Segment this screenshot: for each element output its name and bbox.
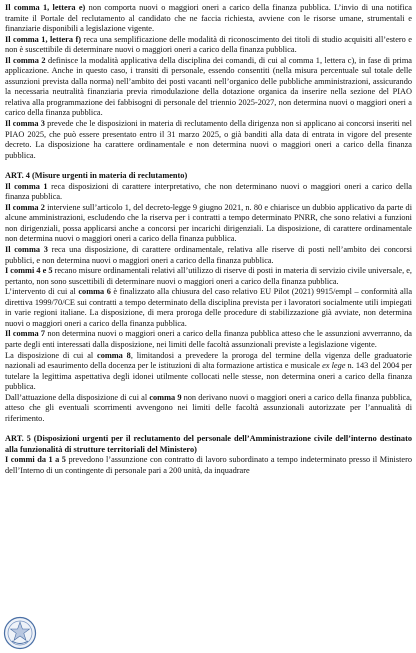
paragraph <box>5 56 412 119</box>
paragraph <box>5 329 412 350</box>
section-art3-comments <box>5 3 412 161</box>
article-4-heading: ART. 4 (Misure urgenti in materia di reclutamento) <box>5 171 188 181</box>
paragraph <box>5 393 412 425</box>
paragraph <box>5 287 412 329</box>
paragraph-text: reca una semplificazione delle modalità di riconoscimento dei titoli di studio acquisiti all’estero e non è suscettibile di determinare nuovi o maggiori oneri a carico della finanza pubblica. <box>5 34 412 55</box>
paragraph <box>5 182 412 203</box>
paragraph-text: n. 143 del 2004 per tutelare la legittima aspettativa degli idonei utilmente collocati nelle stesse, non determina oneri a carico della finanza pubblica. <box>5 361 412 392</box>
paragraph-text: La disposizione di cui al <box>5 350 98 360</box>
bold-reference: I commi 4 e 5 <box>5 266 53 276</box>
bold-reference: comma 6 <box>78 287 111 297</box>
paragraph-text: L’intervento di cui al <box>5 287 79 297</box>
bold-reference: Il comma 7 <box>5 329 46 339</box>
paragraph-text: non derivano nuovi o maggiori oneri a carico della finanza pubblica, atteso che gli eventuali scorrimenti avvengono nei limiti delle facoltà assunzionali autorizzate per l’annualità di riferimento. <box>5 392 412 423</box>
paragraph-text: interviene sull’articolo 1, del decreto-legge 9 giugno 2021, n. 80 e chiarisce un dubbio applicativo da parte di alcune amministrazioni, escludendo che la riserva per i contratti a tempo determinato PNRR, che sono relativi a funzioni non dirigenziali, possa applicarsi anche a concorsi per incarichi dirigenziali. La disposizione, di carattere ordinamentale non determina nuovi o maggiori oneri a carico della finanza pubblica. <box>5 202 413 244</box>
paragraph <box>5 119 412 161</box>
paragraph-text: recano misure ordinamentali relativi all’utilizzo di riserve di posti in materia di servizio civile universale, e, pertanto, non sono suscettibili di determinare nuovi o maggiori oneri a carico della finanza pubblica. <box>5 266 412 286</box>
paragraph <box>5 351 412 393</box>
bold-reference: comma 8 <box>97 350 131 360</box>
paragraph-text: Dall’attuazione della disposizione di cui al <box>5 392 150 402</box>
paragraph <box>5 203 412 245</box>
paragraph-text: reca disposizioni di carattere interpretativo, che non determinano nuovi o maggiori oneri a carico della finanza pubblica. <box>5 181 412 202</box>
bold-reference: Il comma 3 <box>5 119 45 129</box>
bold-reference: comma 9 <box>149 392 182 402</box>
bold-reference: Il comma 2 <box>5 202 45 212</box>
bold-reference: Il comma 1, lettera e) <box>5 3 86 12</box>
bold-reference: Il comma 3 <box>5 245 48 255</box>
section-art5-comments <box>5 455 412 476</box>
paragraph <box>5 455 412 476</box>
paragraph <box>5 3 412 35</box>
spacer <box>5 424 412 434</box>
paragraph-text: definisce la modalità applicativa della disciplina dei comandi, di cui al comma 1, lettera c), in fase di prima applicazione. Anche in questo caso, i transiti di personale, essendo consentiti (nella misura percentuale sul totale delle assunzioni prevista dalla norma) nell’ambito dei posti vacanti nell’organico delle pubbliche amministrazioni, assicurando la necessaria neutralità finanziaria previa rimodulazione della dotazione organica da inserire nella sezione del PIAO relativa alla programmazione dei fabbisogni di personale del triennio 2025-2027, non determina nuovi o maggiori oneri a carico della finanza pubblica. <box>5 55 412 118</box>
paragraph-text: prevedono l’assunzione con contratto di lavoro subordinato a tempo indeterminato presso il Ministero dell’Interno di un contingente di personale pari a 200 unità, da inquadrare <box>5 455 412 475</box>
paragraph-text: non comporta nuovi o maggiori oneri a carico della finanza pubblica. L’invio di una notifica tramite il Portale del reclutamento al candidato che ne faccia richiesta, avviene con le risorse umane, strumentali e finanziarie disponibili a legislazione vigente. <box>5 3 412 34</box>
paragraph-text: , limitandosi a prevedere la proroga del termine della vigenza delle graduatorie nazionali ad esaurimento della docenza per le istituzioni di alta formazione artistica e musicale <box>5 350 412 371</box>
republic-emblem-logo <box>3 616 37 650</box>
bold-reference: Il comma 1 <box>5 181 48 191</box>
article-5-heading: ART. 5 (Disposizioni urgenti per il reclutamento del personale dell’Amministrazione civile dell’interno destinato alla funzionalità di strutture territoriali del Ministero) <box>5 434 412 454</box>
paragraph-text: reca una disposizione, di carattere ordinamentale, relativa alle riserve di posti nell’ambito dei concorsi pubblici, e non determina nuovi o maggiori oneri a carico della finanza pubblica. <box>5 245 413 265</box>
italic-term: ex lege <box>322 361 346 371</box>
bold-reference: I commi da 1 a 5 <box>5 455 66 465</box>
spacer <box>5 161 412 171</box>
paragraph <box>5 35 412 56</box>
paragraph <box>5 266 412 287</box>
bold-reference: Il comma 1, lettera f) <box>5 34 82 44</box>
section-art4-comments <box>5 182 412 425</box>
paragraph-text: è finalizzato alla chiusura del caso relativo EU Pilot (2021) 9915/empl – conformità alla direttiva 1999/70/CE sui contratti a tempo determinato della disciplina prevista per i lavoratori socialmente utili impiegati in varie regioni italiane. La disposizione, di mera proroga delle procedure di stabilizzazione già avviate, non determina nuovi o maggiori oneri a carico della finanza pubblica. <box>5 287 413 328</box>
bold-reference: Il comma 2 <box>5 55 46 65</box>
paragraph-text: prevede che le disposizioni in materia di reclutamento della dirigenza non si applicano ai concorsi inseriti nel PIAO 2025, che può essere presentato entro il 31 marzo 2025, o già banditi alla data di entrata in vigore del presente decreto. La disposizione ha carattere ordinamentale e non determina nuovi o maggiori oneri a carico della finanza pubblica. <box>5 119 412 160</box>
paragraph-text: non determina nuovi o maggiori oneri a carico della finanza pubblica atteso che le assunzioni avverranno, da parte degli enti interessati dalla disposizione, nei limiti delle facoltà assunzionali previste a legislazione vigente. <box>5 329 412 349</box>
paragraph <box>5 245 412 266</box>
